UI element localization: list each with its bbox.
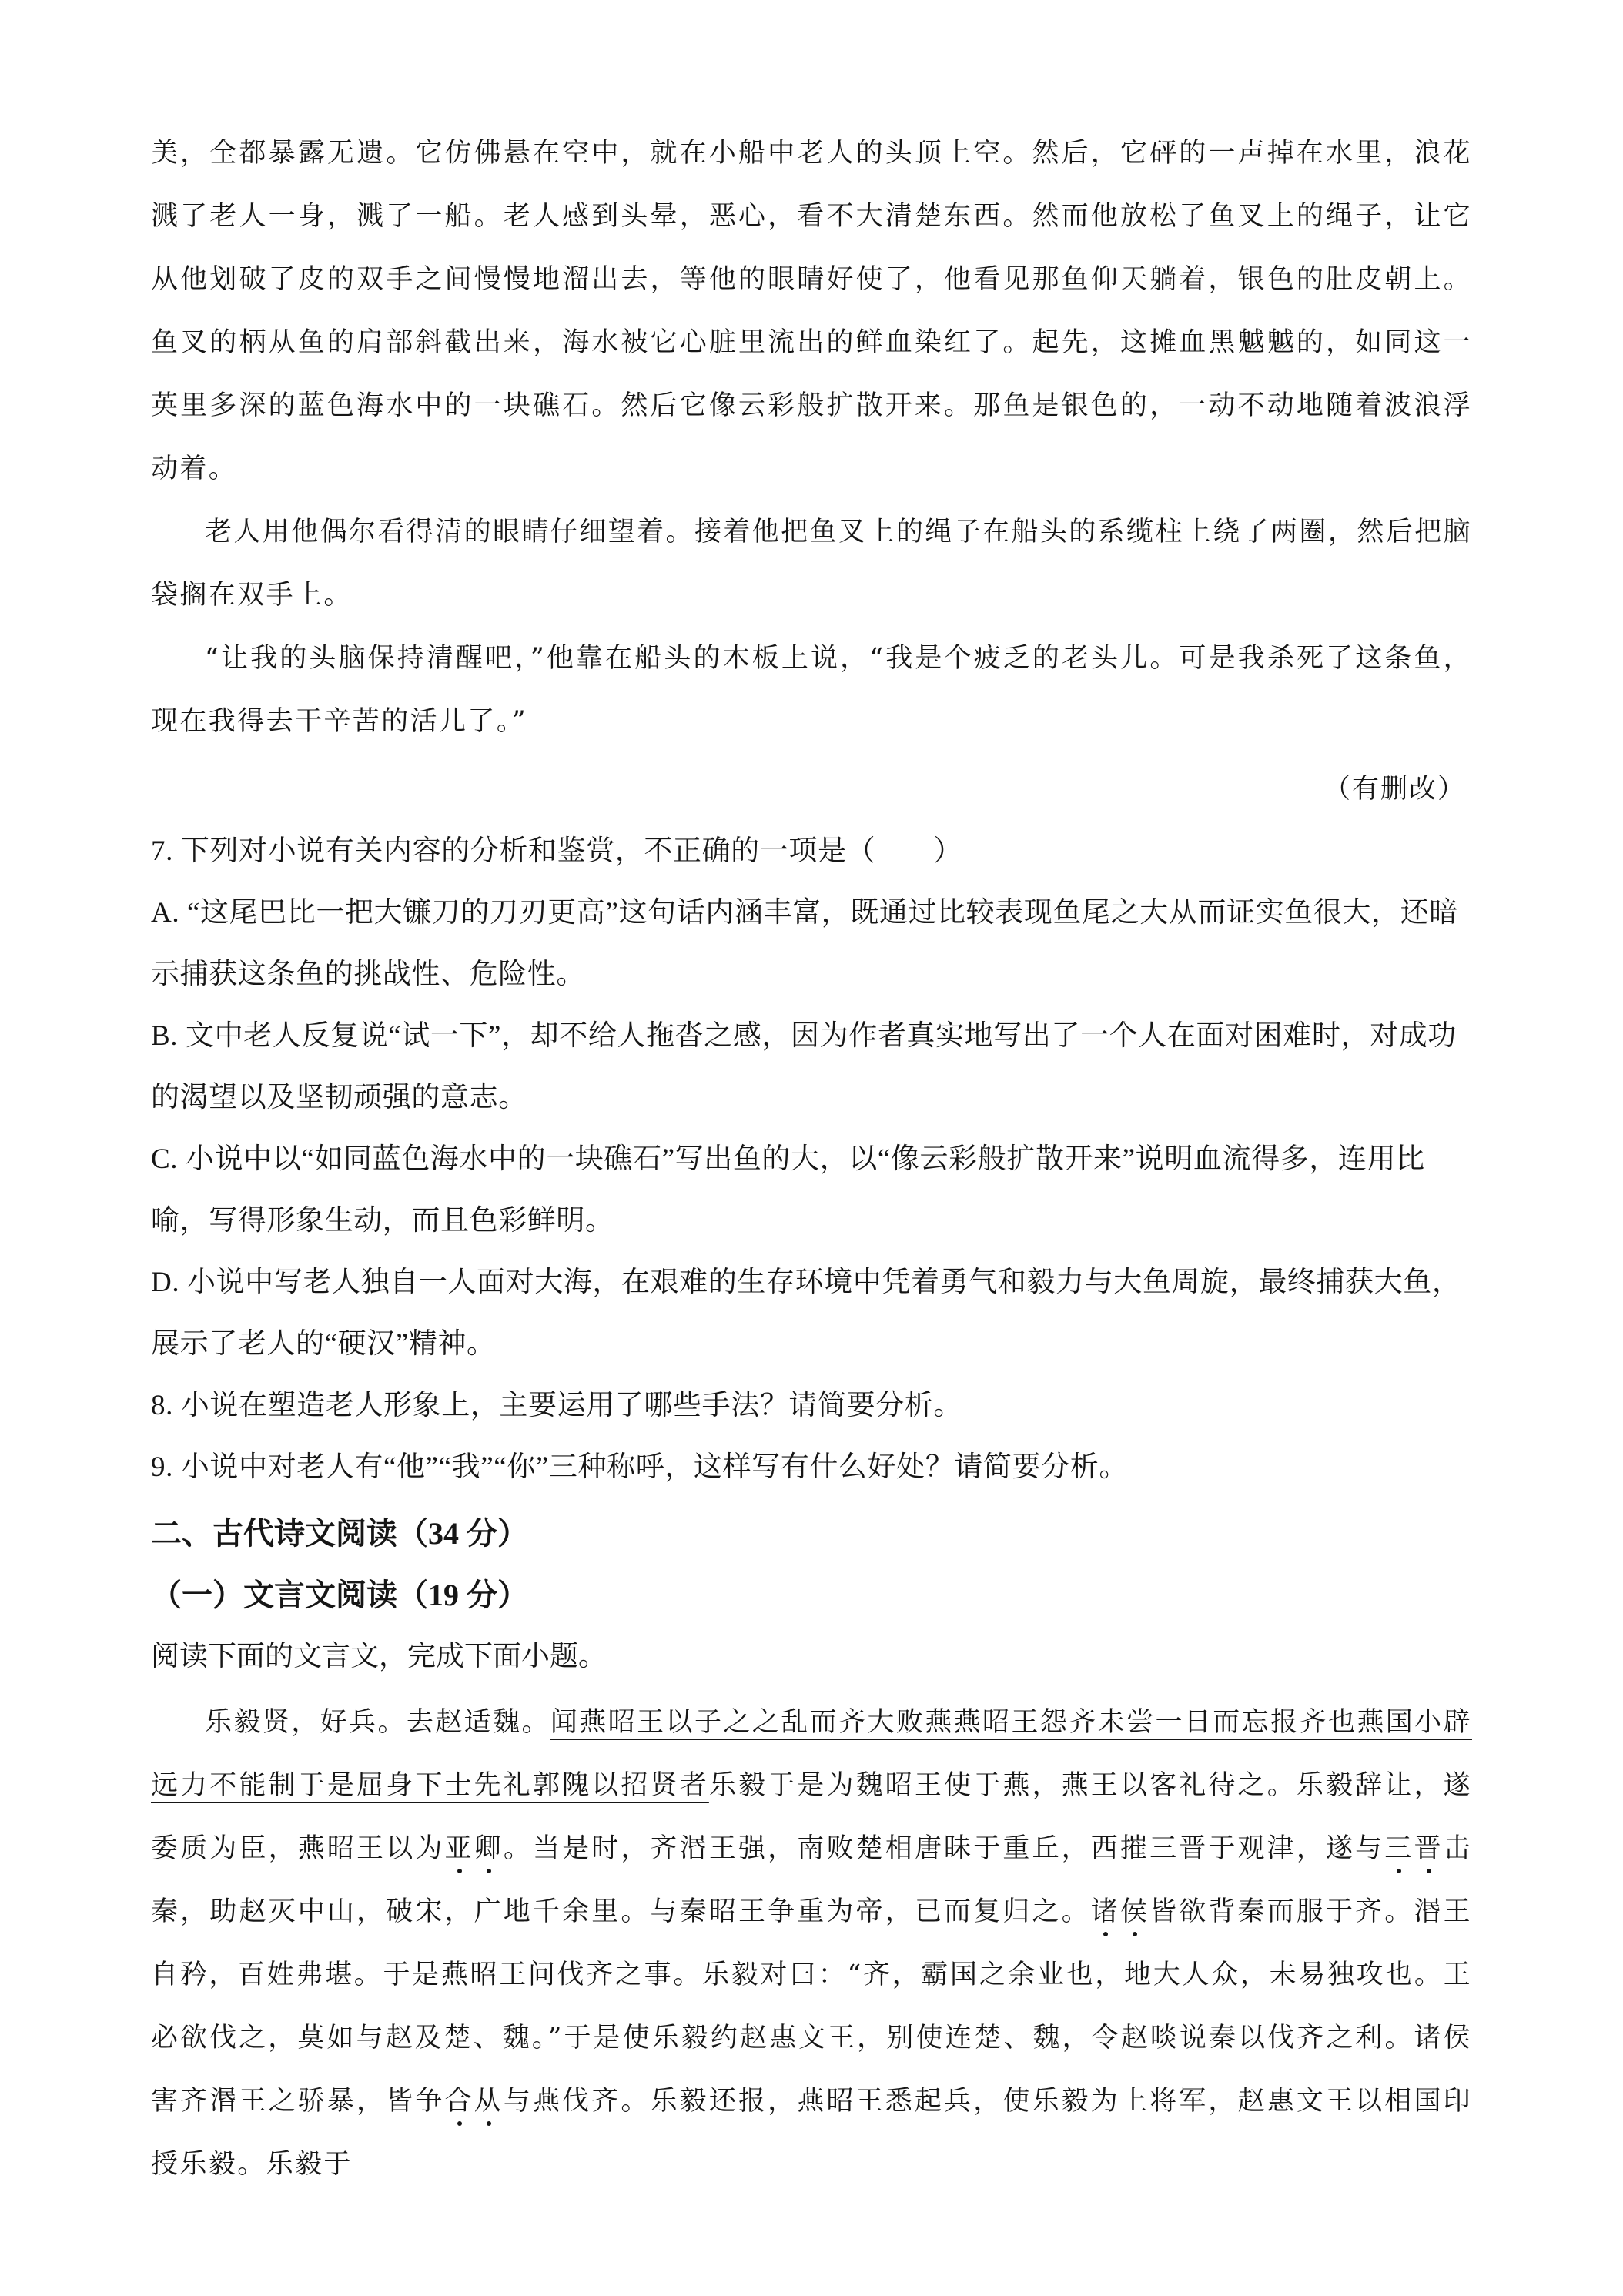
question-9: 9. 小说中对老人有“他”“我”“你”三种称呼，这样写有什么好处？请简要分析。 [151,1451,1128,1483]
classical-text-segment: 乐毅贤，好兵。去赵适魏。 [205,1707,550,1738]
dotted-character: 三 [1384,1833,1414,1864]
story-excerpt [151,122,1472,753]
question-7-option-d: D. 小说中写老人独自一人面对大海，在艰难的生存环境中凭着勇气和毅力与大鱼周旋，最终捕获大鱼，展示了老人的“硬汉”精神。 [151,1267,1461,1360]
question-7-option-b: B. 文中老人反复说“试一下”，却不给人拖沓之感，因为作者真实地写出了一个人在面对困难时，对成功的渴望以及坚韧顽强的意志。 [151,1020,1457,1113]
classical-text-paragraph [151,1691,1472,2196]
source-note: （有删改） [1323,774,1466,805]
question-block [151,821,1472,1498]
subsection-heading: （一）文言文阅读（19 分） [151,1578,528,1612]
dotted-character: 卿 [474,1833,504,1864]
story-paragraph-1: 美，全都暴露无遗。它仿佛悬在空中，就在小船中老人的头顶上空。然后，它砰的一声掉在水里，浪花溅了老人一身，溅了一船。老人感到头晕，恶心，看不大清楚东西。然而他放松了鱼叉上的绳子，让它从他划破了皮的双手之间慢慢地溜出去，等他的眼睛好使了，他看见那鱼仰天躺着，银色的肚皮朝上。鱼叉的柄从鱼的肩部斜截出来，海水被它心脏里流出的鲜血染红了。起先，这摊血黑魆魆的，如同这一英里多深的蓝色海水中的一块礁石。然后它像云彩般扩散开来。那鱼是银色的，一动不动地随着波浪浮动着。 [151,138,1472,484]
dotted-character: 亚 [444,1833,474,1864]
question-8: 8. 小说在塑造老人形象上，主要运用了哪些手法？请简要分析。 [151,1390,962,1421]
question-7-option-a: A. “这尾巴比一把大镰刀的刀刃更高”这句话内涵丰富，既通过比较表现鱼尾之大从而证实鱼很大，还暗示捕获这条鱼的挑战性、危险性。 [151,897,1458,990]
classical-text-segment: 与燕伐齐。乐毅还报，燕昭王悉起兵，使乐毅为上将军，赵惠文王以相国印授乐毅。乐毅于 [151,2086,1472,2180]
classical-text-segment: 。当是时，齐湣王强，南败楚相唐眛于重丘，西摧三晋于观津，遂与 [503,1833,1385,1864]
classical-text-segment: 皆欲背秦而服于齐。湣王自矜，百姓弗堪。于是燕昭王问伐齐之事。乐毅对曰：“齐，霸国之余业也，地大人众，未易独攻也。王必欲伐之，莫如与赵及楚、魏。”于是使乐毅约赵惠文王，别使连楚、魏，令赵啖说秦以伐齐之利。诸侯害齐湣王之骄暴，皆争 [151,1896,1472,2117]
dotted-character: 诸 [1090,1896,1120,1927]
classical-text-segment: 击秦，助赵灭中山，破宋，广地千余里。与秦昭王争重为帝，已而复归之。 [151,1833,1472,1927]
dotted-character: 侯 [1119,1896,1150,1927]
classical-text-segment: 乐毅于是为魏昭王使于燕，燕王以客礼待之。乐毅辞让，遂委质为臣，燕昭王以为 [151,1770,1473,1864]
question-7-option-c: C. 小说中以“如同蓝色海水中的一块礁石”写出鱼的大，以“像云彩般扩散开来”说明血流得多，连用比喻，写得形象生动，而且色彩鲜明。 [151,1143,1425,1237]
story-paragraph-3: “让我的头脑保持清醒吧，”他靠在船头的木板上说，“我是个疲乏的老头儿。可是我杀死了这条鱼，现在我得去干辛苦的活儿了。” [151,643,1472,737]
dotted-character: 晋 [1414,1833,1444,1864]
underlined-sentence: 闻燕昭王以子之之乱而齐大败燕燕昭王怨齐未尝一日而忘报齐也燕国小辟远力不能制于是屈身下士先礼郭隗以招贤者 [151,1707,1472,1801]
section-heading: 二、古代诗文阅读（34 分） [151,1516,528,1551]
question-7-stem: 7. 下列对小说有关内容的分析和鉴赏，不正确的一项是（ ） [151,835,962,867]
story-paragraph-2: 老人用他偶尔看得清的眼睛仔细望着。接着他把鱼叉上的绳子在船头的系缆柱上绕了两圈，然后把脑袋搁在双手上。 [151,517,1472,611]
dotted-character: 从 [474,2086,504,2117]
reading-instruction: 阅读下面的文言文，完成下面小题。 [151,1641,607,1672]
dotted-character: 合 [444,2086,474,2117]
